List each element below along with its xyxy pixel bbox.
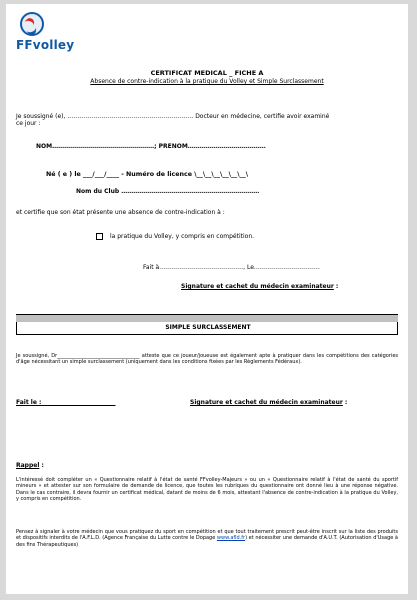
surclassement-text: Je soussigné, Dr_________________________________ atteste que ce joueur/joueuse est également apte à pratiquer dans les compétitions des catégories d'âge nécessitant un simple surclassement (uniquement dans les conditions fixées par les Règlements Fédéraux). — [16, 353, 398, 366]
ffvolley-logo — [16, 12, 75, 60]
volley-option-label: la pratique du Volley, y compris en compétition. — [110, 233, 255, 240]
club-field[interactable]: Nom du Club …………………………………………………………… — [76, 188, 260, 195]
rappel-paragraph-2: Pensez à signaler à votre médecin que vous pratiquez du sport en compétition et que tout traitement prescrit peut-être inscrit sur la liste des produits et dispositifs interdits de l'A.F.L.D. (Agence Française du Lutte contre le Dopage www.afld.fr) et nécessiter une demande d'A.U.T. (Autorisation d'Usage à des fins Thérapeutiques) — [16, 529, 398, 548]
surclassement-title: SIMPLE SURCLASSEMENT — [165, 324, 251, 331]
rappel-paragraph-1: L'intéressé doit compléter un « Questionnaire relatif à l'état de santé FFvolley-Majeurs » ou un « Questionnaire relatif à l'état de santé du sportif mineurs » et attester sur son formulaire de demande de licence, que toutes les rubriques du questionnaire ont donné lieu à une réponse négative. Dans le cas contraire, il devra fournir un certificat médical, datant de moins de 6 mois, attestant l'absence de contre-indication à la pratique du Volley, y compris en compétition. — [16, 477, 398, 502]
certifie-text: et certifie que son état présente une absence de contre-indication à : — [16, 209, 225, 216]
doctor-signature-label: Signature et cachet du médecin examinateur : — [181, 283, 339, 290]
afld-link[interactable]: www.afld.fr — [216, 535, 246, 542]
doctor-statement-cont: ce jour : — [16, 120, 41, 127]
document-subtitle: Absence de contre-indication à la pratique du Volley et Simple Surclassement — [90, 78, 324, 85]
birth-license-field[interactable]: Né ( e ) le ___/___/____ - Numéro de licence \__\__\__\__\__\__\ — [46, 171, 249, 178]
document-title: CERTIFICAT MEDICAL _ FICHE A — [150, 69, 264, 77]
volley-checkbox[interactable] — [96, 233, 103, 240]
name-field[interactable]: NOM……………………………………………; PRENOM………………………………… — [36, 143, 266, 150]
fait-a-field[interactable]: Fait à……………………………………, Le…………………………… — [143, 264, 320, 271]
logo-text: FFvolley — [16, 38, 75, 52]
rappel-heading: Rappel : — [16, 462, 44, 469]
surclassement-header — [16, 322, 398, 335]
doctor-statement: Je soussigné (e), ……………………………………………………… Docteur en médecine, certifie avoir examiné — [16, 113, 330, 120]
surclassement-signature-label: Signature et cachet du médecin examinateur : — [190, 399, 348, 406]
surclassement-date-field[interactable]: Fait le : ________________________ — [16, 399, 116, 406]
certificate-page — [6, 4, 408, 594]
